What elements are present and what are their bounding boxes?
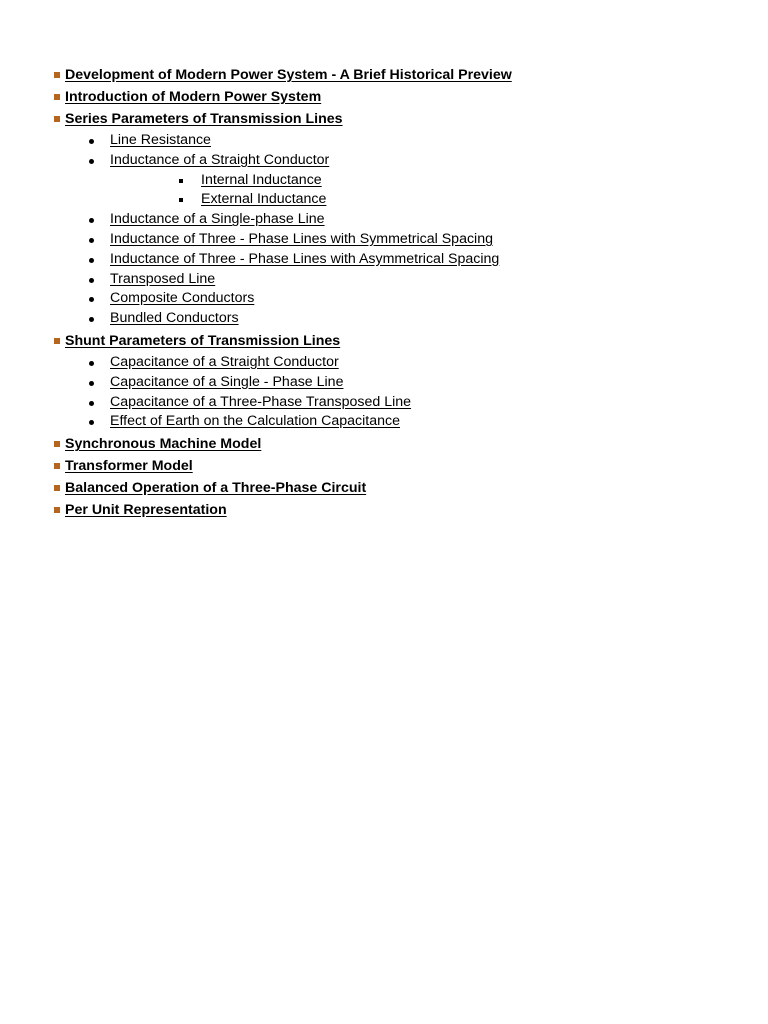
toc-subitem-capacitance-three-phase — [54, 393, 754, 413]
round-bullet-icon — [89, 317, 94, 322]
round-bullet-icon — [89, 420, 94, 425]
toc-item-development-of-modern-power-system — [54, 64, 754, 86]
toc-subsublink[interactable]: Internal Inductance — [201, 171, 322, 188]
toc-sublink[interactable]: Inductance of a Straight Conductor — [110, 151, 330, 168]
toc-subsublink[interactable]: External Inductance — [201, 191, 327, 208]
square-bullet-icon — [54, 441, 60, 447]
toc-sublink[interactable]: Composite Conductors — [110, 290, 255, 307]
toc-item-series-parameters — [54, 108, 754, 130]
toc-link[interactable]: Series Parameters of Transmission Lines — [65, 111, 343, 127]
toc-sublink[interactable]: Effect of Earth on the Calculation Capacitance — [110, 413, 400, 430]
toc-sublink[interactable]: Inductance of a Single-phase Line — [110, 211, 325, 228]
toc-subsubitem-internal-inductance — [54, 171, 754, 191]
square-bullet-icon — [54, 116, 60, 122]
square-bullet-icon — [54, 72, 60, 78]
toc-sublink[interactable]: Transposed Line — [110, 270, 216, 287]
toc-item-per-unit-representation — [54, 499, 754, 521]
toc-subsubitem-external-inductance — [54, 190, 754, 210]
toc-item-shunt-parameters — [54, 330, 754, 352]
toc-link[interactable]: Synchronous Machine Model — [65, 436, 262, 453]
toc-item-synchronous-machine-model — [54, 433, 754, 455]
toc-item-introduction-of-modern-power-system — [54, 86, 754, 108]
small-square-bullet-icon — [179, 198, 183, 202]
toc-link[interactable]: Transformer Model — [65, 458, 193, 475]
toc-sublink[interactable]: Line Resistance — [110, 132, 211, 148]
toc-subitem-transposed-line — [54, 270, 754, 290]
round-bullet-icon — [89, 238, 94, 243]
square-bullet-icon — [54, 507, 60, 513]
toc-link[interactable]: Balanced Operation of a Three-Phase Circuit — [65, 480, 367, 497]
toc-subitem-inductance-straight-conductor — [54, 151, 754, 171]
square-bullet-icon — [54, 463, 60, 469]
round-bullet-icon — [89, 401, 94, 406]
toc-subitem-bundled-conductors — [54, 309, 754, 329]
round-bullet-icon — [89, 297, 94, 302]
toc-subitem-inductance-single-phase — [54, 210, 754, 230]
toc-subitem-capacitance-single-phase — [54, 373, 754, 393]
toc-item-transformer-model — [54, 455, 754, 477]
round-bullet-icon — [89, 218, 94, 223]
toc-sublink[interactable]: Capacitance of a Straight Conductor — [110, 353, 339, 370]
round-bullet-icon — [89, 139, 94, 144]
toc-sublink[interactable]: Inductance of Three - Phase Lines with Asymmetrical Spacing — [110, 250, 500, 267]
square-bullet-icon — [54, 338, 60, 344]
toc-subitem-line-resistance — [54, 131, 754, 151]
toc-link[interactable]: Shunt Parameters of Transmission Lines — [65, 332, 341, 349]
toc-subitem-inductance-asymmetrical — [54, 250, 754, 270]
toc-link[interactable]: Per Unit Representation — [65, 502, 227, 519]
toc-sublink[interactable]: Capacitance of a Single - Phase Line — [110, 373, 344, 390]
round-bullet-icon — [89, 278, 94, 283]
toc-subitem-capacitance-straight-conductor — [54, 353, 754, 373]
toc-item-balanced-operation — [54, 477, 754, 499]
square-bullet-icon — [54, 94, 60, 100]
table-of-contents — [54, 64, 754, 521]
toc-sublink[interactable]: Bundled Conductors — [110, 310, 239, 327]
round-bullet-icon — [89, 381, 94, 386]
square-bullet-icon — [54, 485, 60, 491]
toc-subitem-effect-of-earth — [54, 412, 754, 432]
round-bullet-icon — [89, 159, 94, 164]
round-bullet-icon — [89, 361, 94, 366]
toc-sublink[interactable]: Inductance of Three - Phase Lines with Symmetrical Spacing — [110, 230, 493, 247]
round-bullet-icon — [89, 258, 94, 263]
small-square-bullet-icon — [179, 179, 183, 183]
toc-link[interactable]: Introduction of Modern Power System — [65, 89, 322, 105]
toc-subitem-composite-conductors — [54, 289, 754, 309]
toc-subitem-inductance-symmetrical — [54, 230, 754, 250]
toc-sublink[interactable]: Capacitance of a Three-Phase Transposed Line — [110, 393, 412, 410]
toc-link[interactable]: Development of Modern Power System - A Brief Historical Preview — [65, 67, 512, 83]
